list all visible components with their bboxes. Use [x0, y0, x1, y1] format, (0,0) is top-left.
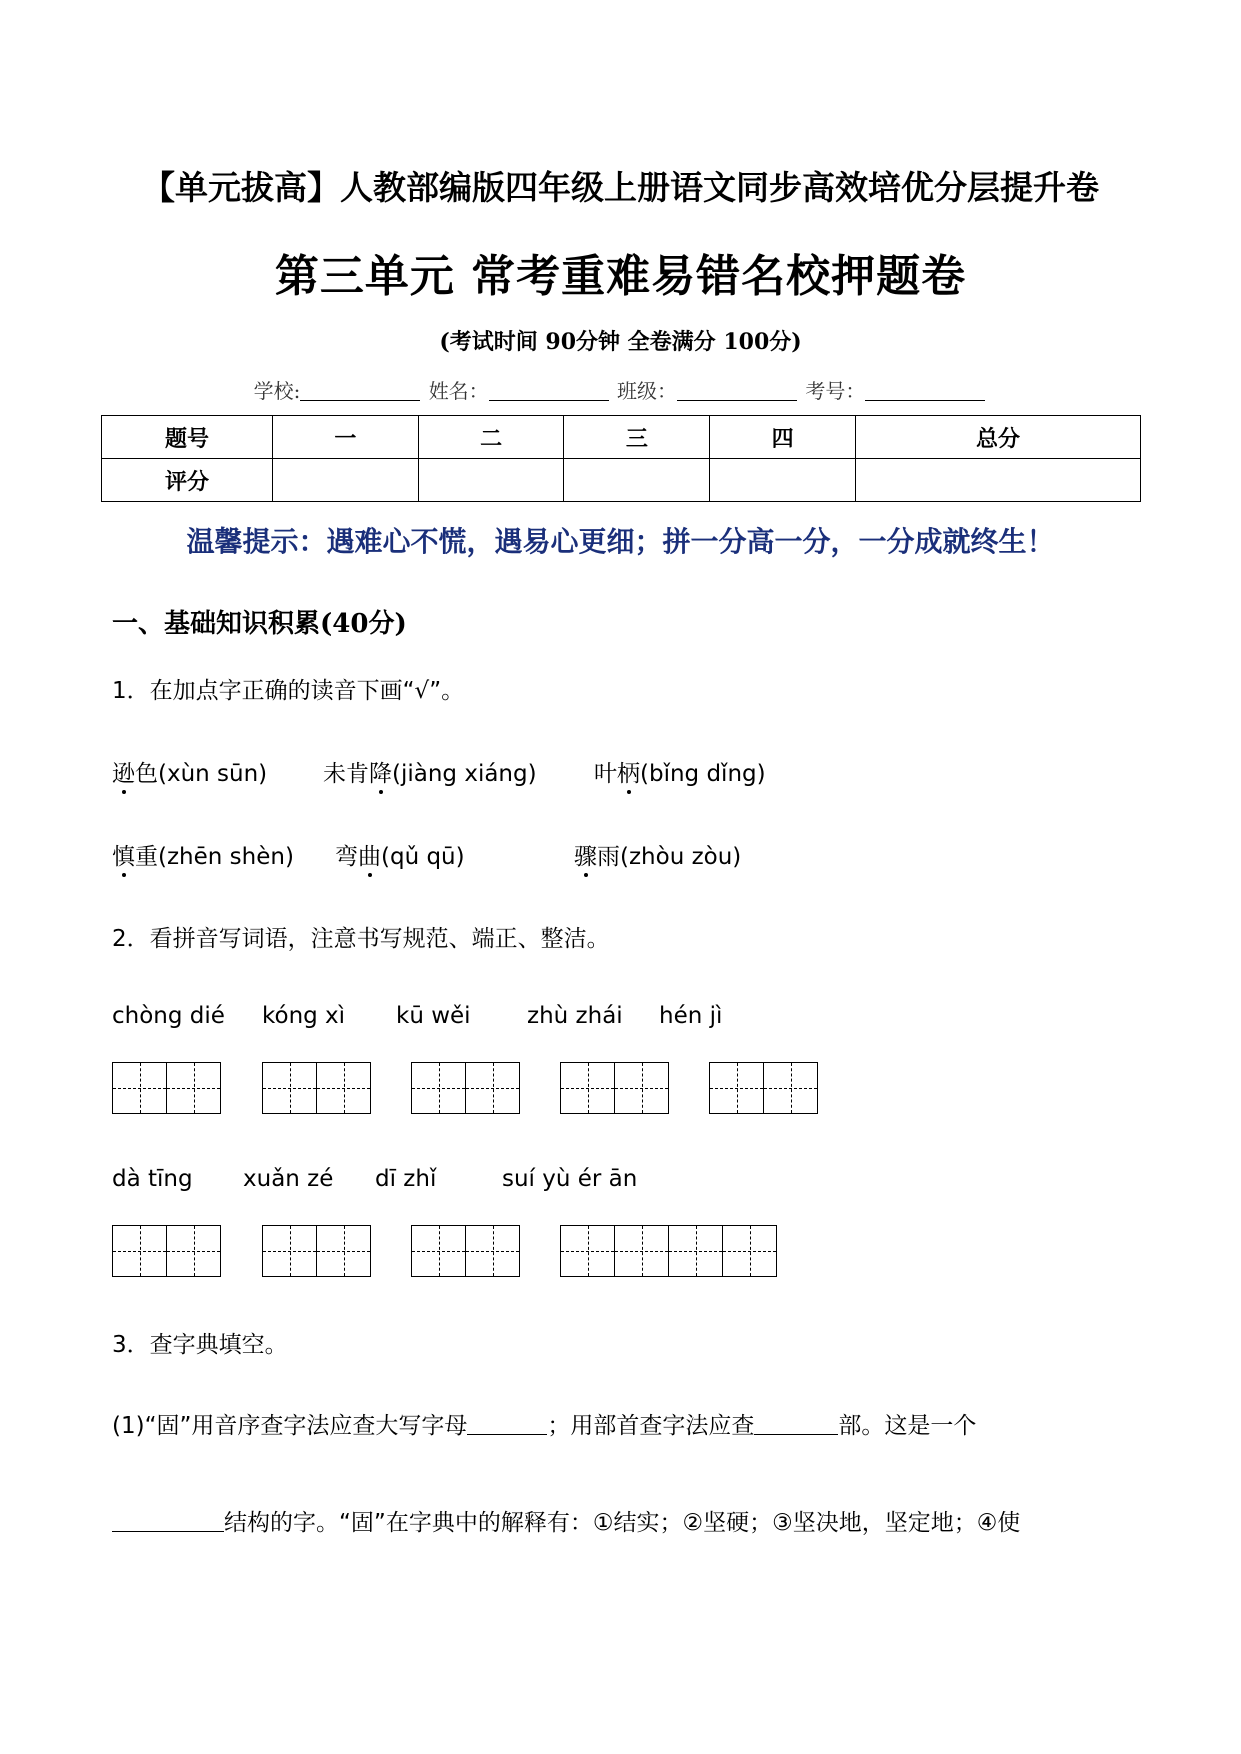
writing-grid[interactable]	[411, 1062, 520, 1114]
q2-pinyin: chòng dié	[112, 1003, 225, 1029]
section-1-title: 一、基础知识积累(40分)	[112, 609, 407, 639]
unit-title: 第三单元 常考重难易错名校押题卷	[274, 251, 967, 302]
score-header-cell: 题号	[102, 416, 273, 459]
q2-pinyin: suí yù ér ān	[502, 1166, 638, 1192]
score-row-label: 评分	[102, 459, 273, 502]
q2-pinyin: xuǎn zé	[243, 1166, 334, 1192]
writing-grid[interactable]	[411, 1225, 520, 1277]
writing-grid[interactable]	[262, 1062, 371, 1114]
score-cell[interactable]	[855, 459, 1140, 502]
writing-grid[interactable]	[560, 1062, 669, 1114]
q1-item: 叶柄(bǐng dǐng)	[594, 761, 766, 787]
q3-prompt: 3．查字典填空。	[112, 1332, 288, 1358]
q1-item: 慎重(zhēn shèn)	[112, 844, 294, 870]
warm-tip: 温馨提示：遇难心不慌，遇易心更细；拼一分高一分，一分成就终生！	[186, 525, 1055, 558]
q2-pinyin: kū wěi	[396, 1003, 471, 1029]
class-label: 班级：	[617, 379, 678, 403]
q2-pinyin: dī zhǐ	[375, 1166, 437, 1192]
q3-blank-radical[interactable]	[754, 1414, 838, 1435]
score-table	[101, 415, 1141, 502]
writing-grid[interactable]	[112, 1062, 221, 1114]
q2-pinyin: hén jì	[659, 1003, 723, 1029]
q1-item: 未肯降(jiàng xiáng)	[323, 761, 537, 787]
exam-info: (考试时间 90分钟 全卷满分 100分)	[439, 329, 802, 355]
score-header-cell: 四	[710, 416, 856, 459]
school-label: 学校:	[253, 379, 301, 403]
score-header-cell: 一	[273, 416, 419, 459]
score-table-score-row	[102, 459, 1141, 502]
name-blank[interactable]	[489, 382, 609, 401]
q2-pinyin: kóng xì	[262, 1003, 346, 1029]
q3-blank-structure[interactable]	[112, 1511, 224, 1532]
score-header-cell: 总分	[855, 416, 1140, 459]
q1-item: 逊色(xùn sūn)	[112, 761, 268, 787]
writing-grid[interactable]	[262, 1225, 371, 1277]
writing-grid[interactable]	[709, 1062, 818, 1114]
q1-item: 弯曲(qǔ qū)	[335, 844, 465, 870]
q1-item: 骤雨(zhòu zòu)	[574, 844, 742, 870]
number-label: 考号：	[805, 379, 866, 403]
score-header-cell: 三	[564, 416, 710, 459]
score-table-header-row	[102, 416, 1141, 459]
score-cell[interactable]	[564, 459, 710, 502]
q3-line2: 结构的字。“固”在字典中的解释有：①结实；②坚硬；③坚决地，坚定地；④使	[112, 1504, 1020, 1537]
score-cell[interactable]	[418, 459, 564, 502]
q3-blank-letter[interactable]	[467, 1414, 547, 1435]
q2-pinyin: dà tīng	[112, 1166, 193, 1192]
class-blank[interactable]	[677, 382, 797, 401]
paper-title: 【单元拔高】人教部编版四年级上册语文同步高效培优分层提升卷	[142, 168, 1099, 207]
score-cell[interactable]	[710, 459, 856, 502]
score-header-cell: 二	[418, 416, 564, 459]
school-blank[interactable]	[300, 382, 420, 401]
q2-pinyin: zhù zhái	[527, 1003, 623, 1029]
writing-grid[interactable]	[560, 1225, 777, 1277]
student-info-line	[0, 375, 1241, 404]
name-label: 姓名：	[428, 379, 489, 403]
q1-prompt: 1．在加点字正确的读音下画“√”。	[112, 678, 465, 704]
writing-grid[interactable]	[112, 1225, 221, 1277]
number-blank[interactable]	[865, 382, 985, 401]
q2-prompt: 2．看拼音写词语，注意书写规范、端正、整洁。	[112, 926, 610, 952]
q3-line1: (1)“固”用音序查字法应查大写字母 ；用部首查字法应查 部。这是一个	[112, 1413, 977, 1439]
score-cell[interactable]	[273, 459, 419, 502]
